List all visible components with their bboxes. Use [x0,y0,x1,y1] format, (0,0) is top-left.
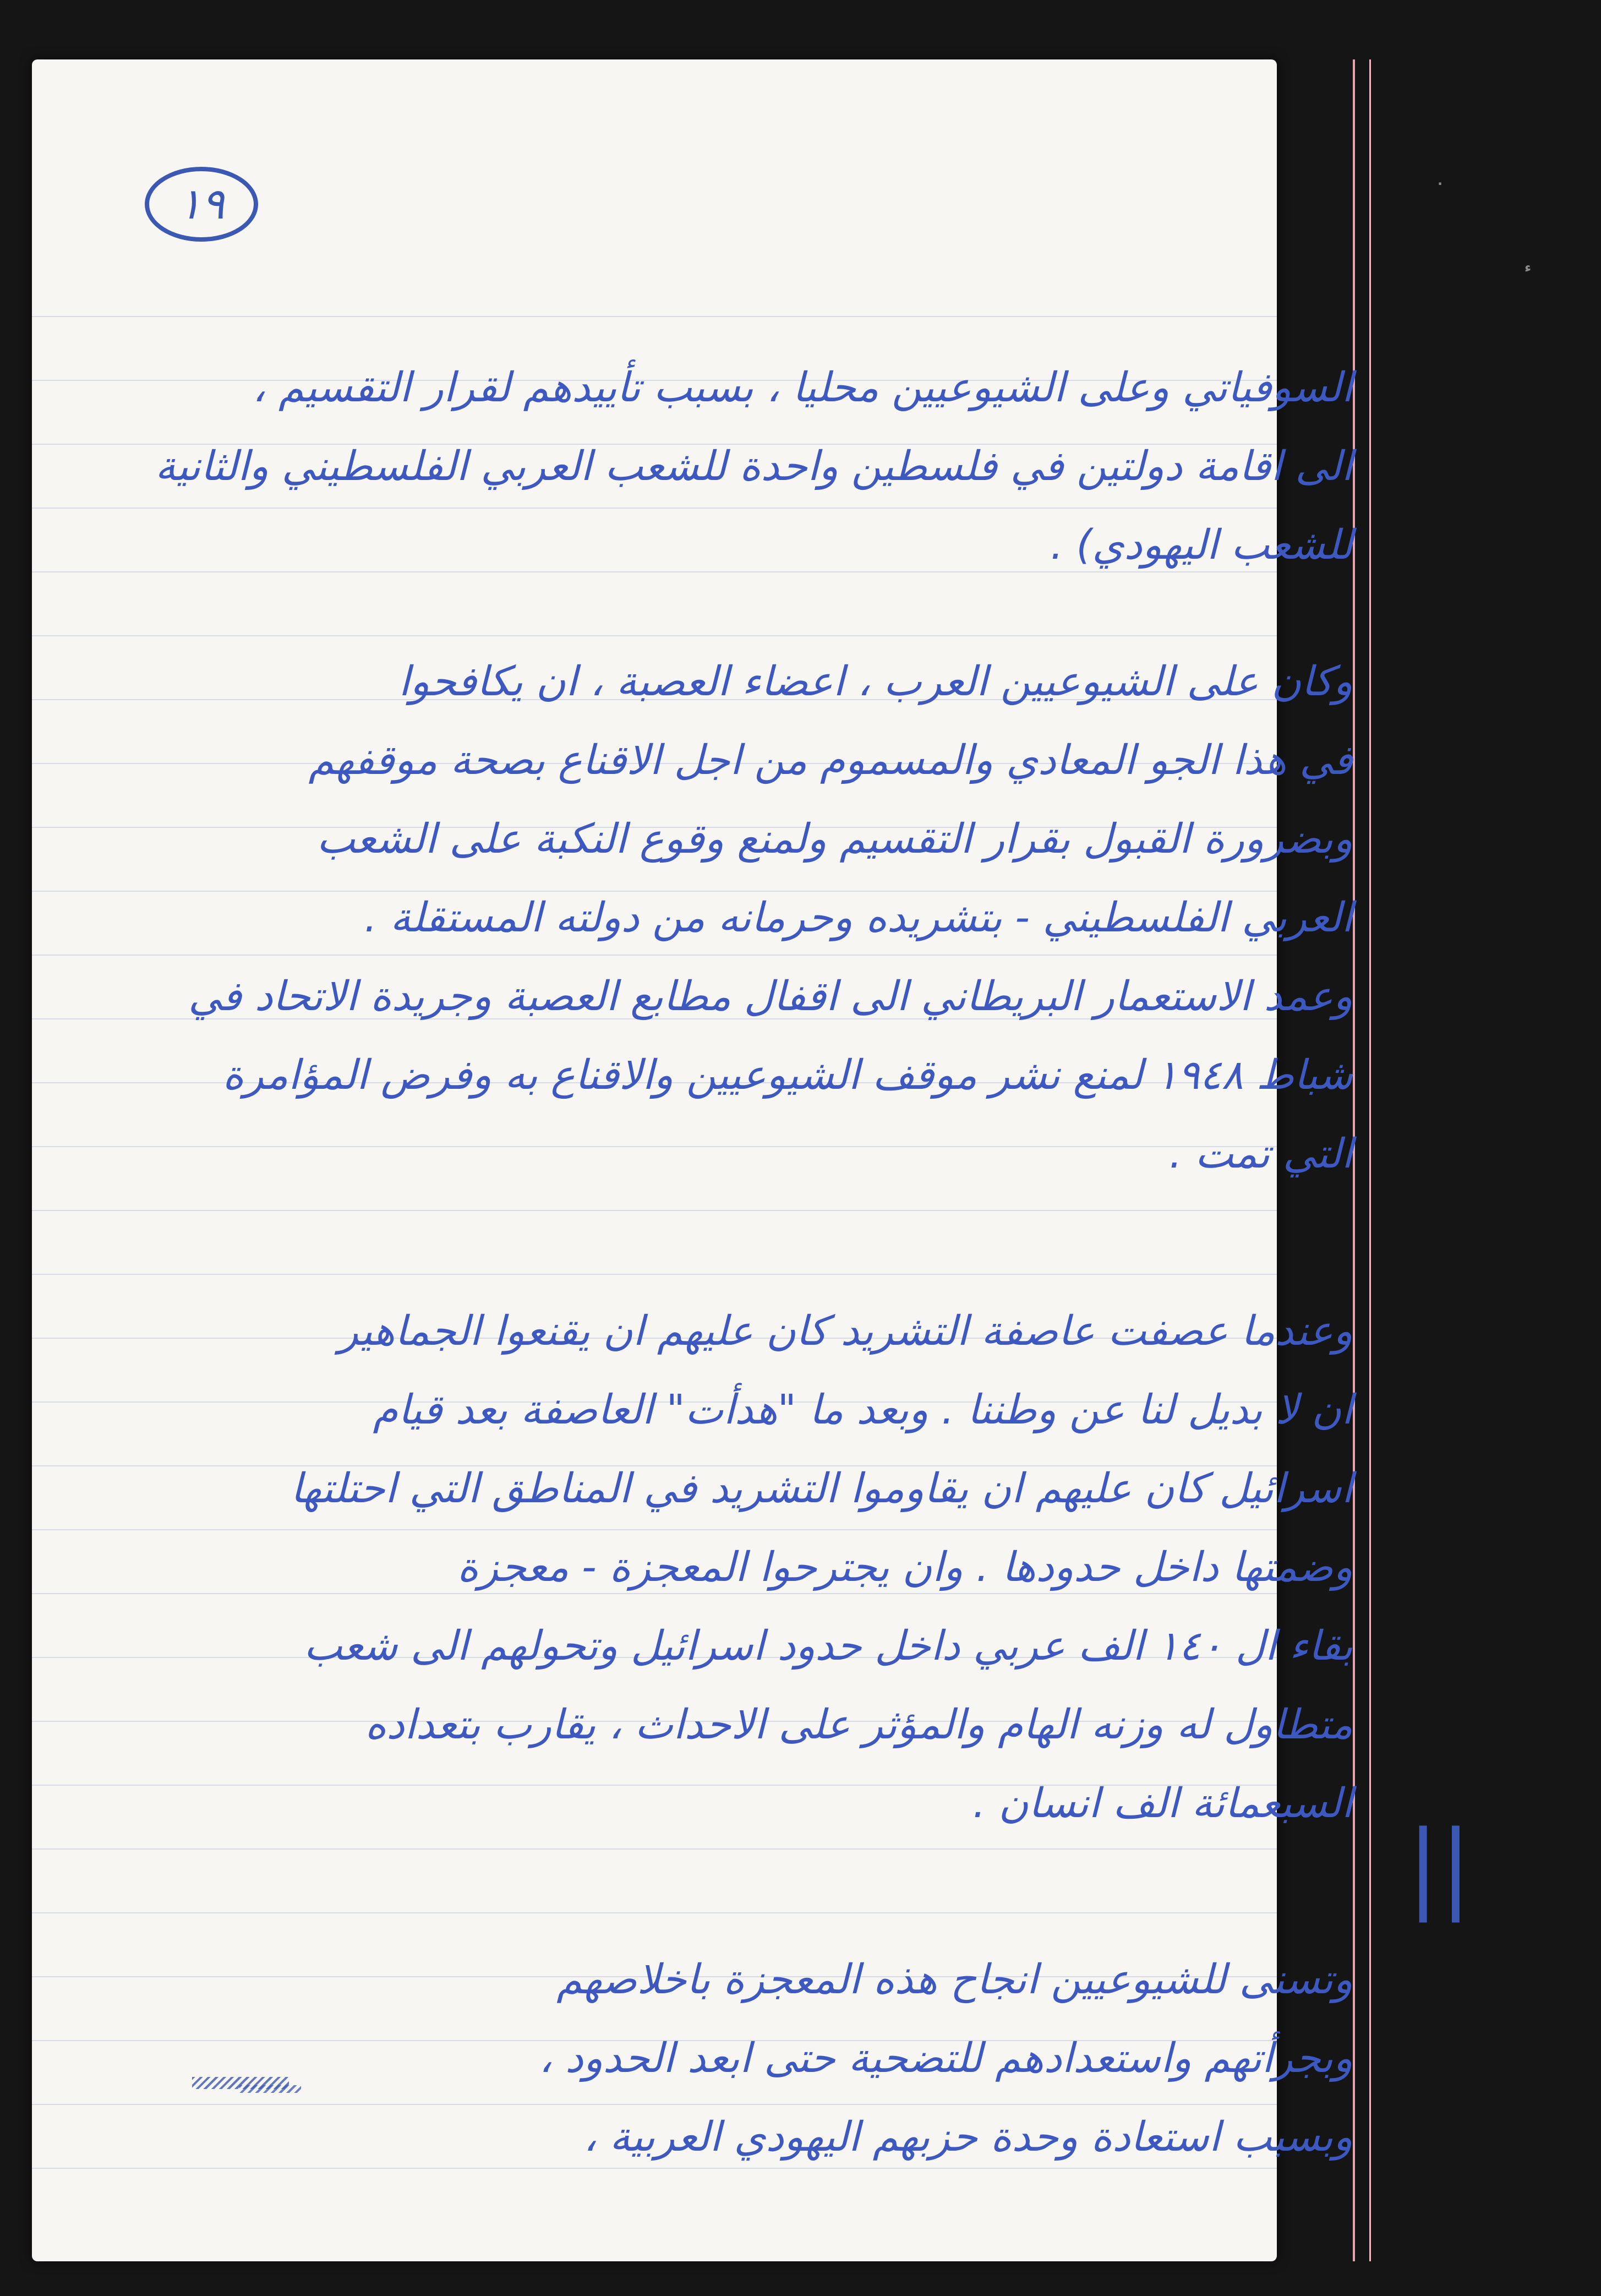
paragraph-line: وبضرورة القبول بقرار التقسيم ولمنع وقوع النكبة على الشعب [316,815,1353,863]
paragraph-1 [120,362,1353,599]
paragraph-line: وعمد الاستعمار البريطاني الى اقفال مطابع العصبة وجريدة الاتحاد في [188,973,1353,1020]
paragraph-line: متطاول له وزنه الهام والمؤثر على الاحداث ، يقارب بتعداده [365,1701,1353,1748]
paragraph-line: شباط ١٩٤٨ لمنع نشر موقف الشيوعيين والاقناع به وفرض المؤامرة [222,1051,1353,1099]
paragraph-line: التي تمت . [1169,1130,1353,1177]
margin-side-mark: || [1407,1810,1472,1923]
paragraph-line: وبجرأتهم واستعدادهم للتضحية حتى ابعد الحدود ، [539,2035,1353,2082]
page-number: ١٩ [145,167,258,242]
paragraph-2 [120,656,1353,1262]
ruled-line [32,1274,1277,1275]
paragraph-line: السوفياتي وعلى الشيوعيين محليا ، بسبب تأييدهم لقرار التقسيم ، [252,364,1353,411]
scribble-strike-mark [239,2085,301,2093]
paragraph-line: اسرائيل كان عليهم ان يقاوموا التشريد في المناطق التي احتلتها [290,1465,1353,1512]
paragraph-line: وضمتها داخل حدودها . وان يجترحوا المعجزة - معجزة [457,1544,1353,1591]
paragraph-line: وعندما عصفت عاصفة التشريد كان عليهم ان يقنعوا الجماهير [338,1307,1353,1355]
ruled-line [32,316,1277,317]
paragraph-4 [120,1954,1353,2185]
paragraph-line: وبسبب استعادة وحدة حزبهم اليهودي العربية ، [583,2113,1353,2161]
paragraph-line: ان لا بديل لنا عن وطننا . وبعد ما "هدأت" العاصفة بعد قيام [373,1386,1353,1433]
margin-line [1369,59,1371,2261]
paragraph-line: وتسنى للشيوعيين انجاح هذه المعجزة باخلاصهم [556,1956,1353,2003]
paragraph-line: في هذا الجو المعادي والمسموم من اجل الاقناع بصحة موقفهم [308,737,1353,784]
paragraph-line: السبعمائة الف انسان . [972,1780,1353,1827]
stray-mark: ء [1524,260,1532,275]
stray-mark: · [1438,176,1443,192]
ruled-line [32,1912,1277,1913]
ruled-line [32,635,1277,636]
paragraph-3 [120,1306,1353,1906]
margin-line [1353,59,1355,2261]
paragraph-line: للشعب اليهودي) . [1050,521,1353,569]
paragraph-line: بقاء ال ١٤٠ الف عربي داخل حدود اسرائيل وتحولهم الى شعب [303,1622,1353,1670]
paragraph-line: العربي الفلسطيني - بتشريده وحرمانه من دولته المستقلة . [364,894,1353,941]
manuscript-page [32,59,1532,2261]
paragraph-line: وكان على الشيوعيين العرب ، اعضاء العصبة ، ان يكافحوا [398,658,1353,705]
paragraph-line: الى اقامة دولتين في فلسطين واحدة للشعب العربي الفلسطيني والثانية [155,443,1353,490]
